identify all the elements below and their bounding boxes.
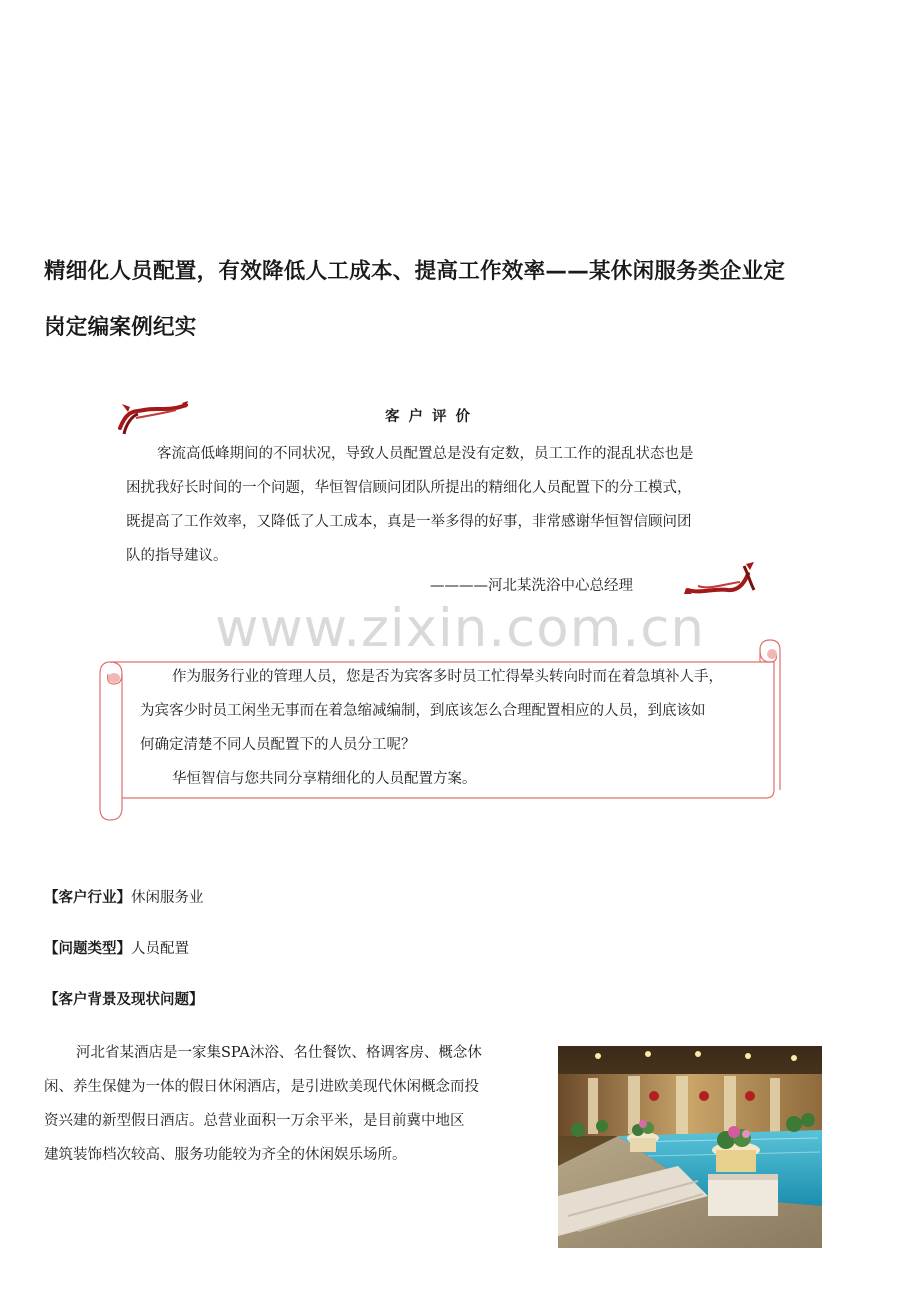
background-line: 河北省某酒店是一家集SPA沐浴、名仕餐饮、格调客房、概念休	[76, 1045, 482, 1061]
hotel-pool-photo	[558, 1046, 822, 1248]
background-row	[44, 988, 204, 1009]
scroll-line: 华恒智信与您共同分享精细化的人员配置方案。	[172, 771, 477, 787]
title-line-1: 精细化人员配置，有效降低人工成本、提高工作效率——某休闲服务类企业定	[44, 259, 786, 284]
testimonial-line: 既提高了工作效率，又降低了人工成本，真是一举多得的好事，非常感谢华恒智信顾问团	[126, 514, 692, 530]
industry-value: 休闲服务业	[131, 890, 204, 906]
title-line-2: 岗定编案例纪实	[44, 315, 197, 340]
testimonial-line: 队的指导建议。	[126, 548, 228, 564]
scroll-line: 作为服务行业的管理人员，您是否为宾客多时员工忙得晕头转向时而在着急填补人手，	[172, 669, 723, 685]
ribbon-ornament-left-icon	[116, 398, 190, 438]
background-line: 闲、养生保健为一体的假日休闲酒店，是引进欧美现代休闲概念而投	[44, 1079, 479, 1095]
industry-row	[44, 886, 204, 907]
scroll-line: 何确定清楚不同人员配置下的人员分工呢？	[140, 737, 416, 753]
testimonial-body	[126, 437, 756, 573]
background-paragraph	[44, 1036, 548, 1172]
industry-label: 【客户行业】	[44, 890, 131, 906]
background-line: 资兴建的新型假日酒店。总营业面积一万余平米，是目前冀中地区	[44, 1113, 465, 1129]
scroll-content	[140, 660, 776, 796]
testimonial-line: 困扰我好长时间的一个问题，华恒智信顾问团队所提出的精细化人员配置下的分工模式，	[126, 480, 692, 496]
watermark: www.zixin.com.cn	[215, 598, 705, 659]
scroll-line: 为宾客少时员工闲坐无事而在着急缩减编制，到底该怎么合理配置相应的人员，到底该如	[140, 703, 706, 719]
ribbon-ornament-right-icon	[684, 560, 758, 600]
problem-value: 人员配置	[131, 941, 189, 957]
testimonial-signature: ————河北某洗浴中心总经理	[430, 578, 633, 594]
problem-row	[44, 937, 189, 958]
document-title	[44, 244, 864, 356]
testimonial-heading: 客户评价	[385, 408, 479, 425]
background-label: 【客户背景及现状问题】	[44, 992, 204, 1008]
problem-label: 【问题类型】	[44, 941, 131, 957]
background-line: 建筑装饰档次较高、服务功能较为齐全的休闲娱乐场所。	[44, 1147, 407, 1163]
testimonial-line: 客流高低峰期间的不同状况，导致人员配置总是没有定数，员工工作的混乱状态也是	[157, 446, 694, 462]
